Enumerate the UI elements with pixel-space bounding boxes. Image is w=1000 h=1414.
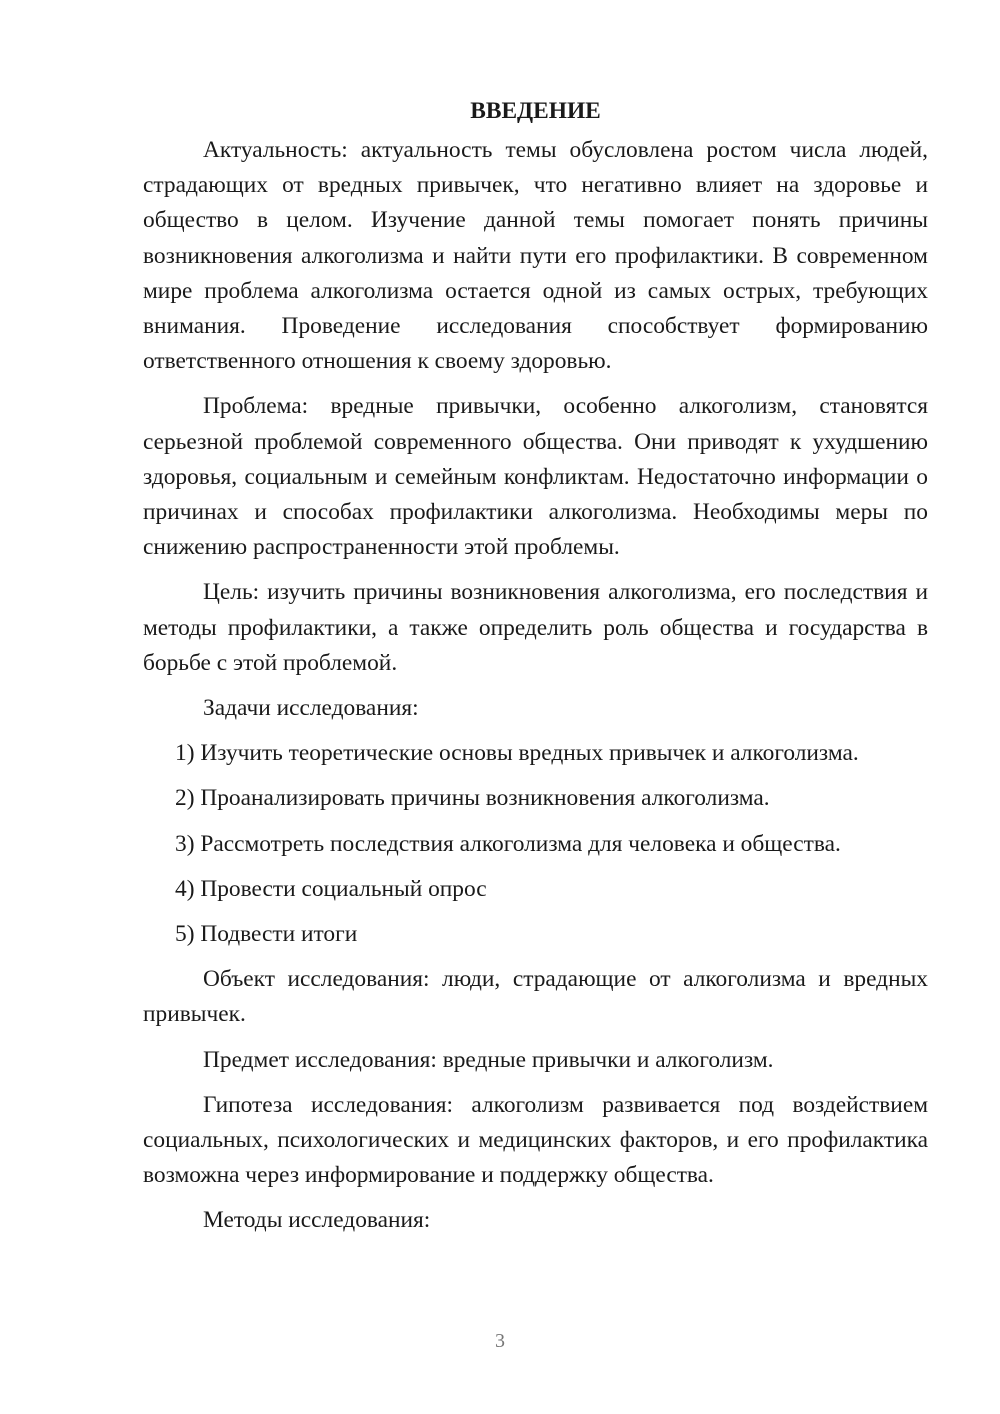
hypothesis-paragraph: Гипотеза исследования: алкоголизм развивается под воздействием социальных, психологических и медицинских факторов, и его профилактика возможна через информирование и поддержку общества.	[143, 1091, 928, 1189]
list-item: 5) Подвести итоги	[175, 921, 358, 948]
object-paragraph: Объект исследования: люди, страдающие от алкоголизма и вредных привычек.	[143, 966, 928, 1028]
tasks-list	[143, 736, 928, 952]
list-item: 1) Изучить теоретические основы вредных привычек и алкоголизма.	[175, 740, 859, 767]
problem-paragraph: Проблема: вредные привычки, особенно алкоголизм, становятся серьезной проблемой современного общества. Они приводят к ухудшению здоровья, социальным и семейным конфликтам. Недостаточно информации о причинах и способах профилактики алкоголизма. Необходимы меры по снижению распространенности этой проблемы.	[143, 393, 928, 561]
page-number: 3	[495, 1330, 505, 1352]
list-item: 3) Рассмотреть последствия алкоголизма для человека и общества.	[175, 830, 841, 857]
page-title: ВВЕДЕНИЕ	[470, 98, 601, 124]
list-item: 4) Провести социальный опрос	[175, 875, 487, 902]
relevance-paragraph: Актуальность: актуальность темы обусловлена ростом числа людей, страдающих от вредных привычек, что негативно влияет на здоровье и общество в целом. Изучение данной темы помогает понять причины возникновения алкоголизма и найти пути его профилактики. В современном мире проблема алкоголизма остается одной из самых острых, требующих внимания. Проведение исследования способствует формированию ответственного отношения к своему здоровью.	[143, 137, 928, 375]
page-content	[143, 94, 928, 1249]
list-item: 2) Проанализировать причины возникновения алкоголизма.	[175, 785, 770, 812]
goal-paragraph: Цель: изучить причины возникновения алкоголизма, его последствия и методы профилактики, а также определить роль общества и государства в борьбе с этой проблемой.	[143, 579, 928, 676]
subject-paragraph: Предмет исследования: вредные привычки и алкоголизм.	[203, 1046, 774, 1073]
tasks-heading: Задачи исследования:	[203, 695, 419, 722]
methods-paragraph: Методы исследования:	[203, 1207, 431, 1234]
